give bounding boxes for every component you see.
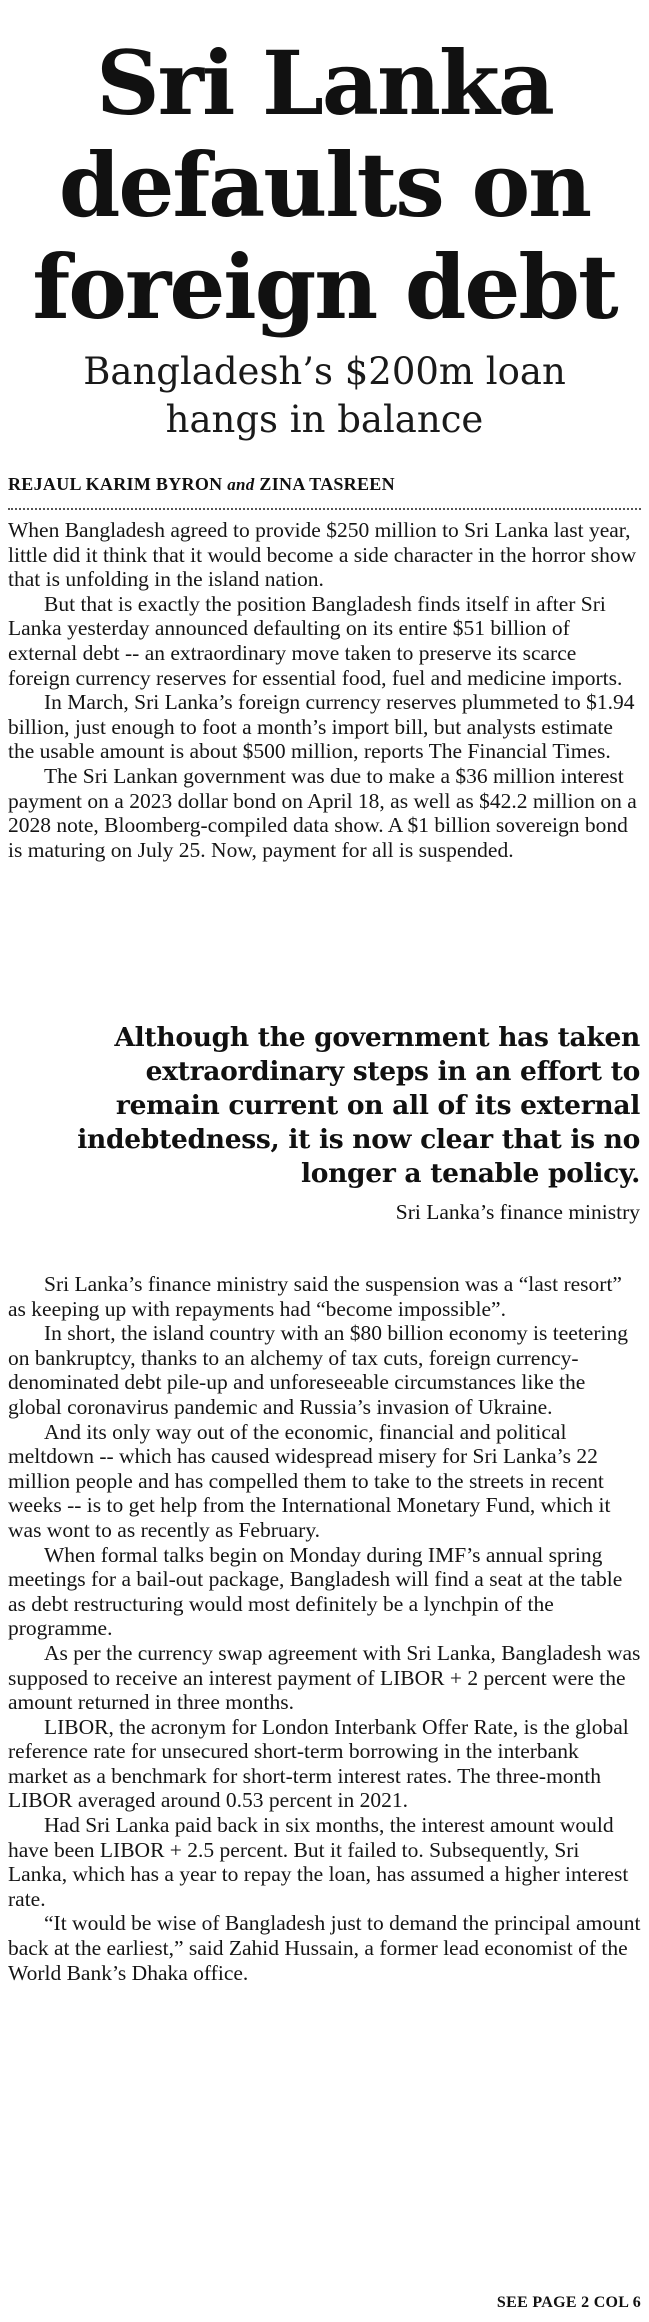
pull-quote-line: Although the government has taken — [114, 1022, 640, 1053]
pull-quote — [40, 1021, 640, 1191]
article-paragraph: But that is exactly the position Bangladesh finds itself in after Sri Lanka yesterday announced defaulting on its entire $51 billion of external debt -- an extraordinary move taken to preserve its scarce foreign currency reserves for essential food, fuel and medicine imports. — [8, 591, 623, 690]
jump-line: SEE PAGE 2 COL 6 — [496, 2294, 641, 2311]
pull-quote-attribution: Sri Lanka’s finance ministry — [395, 1200, 640, 1224]
dotted-divider — [8, 508, 641, 510]
article-paragraph: And its only way out of the economic, financial and political meltdown -- which has caused widespread misery for Sri Lanka’s 22 million people and has compelled them to take to the streets in recent weeks -- is to get help from the International Monetary Fund, which it was wont to as recently as February. — [8, 1419, 611, 1542]
article-paragraph: The Sri Lankan government was due to make a $36 million interest payment on a 2023 dollar bond on April 18, as well as $42.2 million on a 2028 note, Bloomberg-compiled data show. A $1 billion sovereign bond is maturing on July 25. Now, payment for all is suspended. — [8, 763, 637, 862]
headline — [0, 32, 649, 338]
article-paragraph: When Bangladesh agreed to provide $250 million to Sri Lanka last year, little did it think that it would become a side character in the horror show that is unfolding in the island nation. — [8, 518, 637, 592]
article-paragraph: “It would be wise of Bangladesh just to demand the principal amount back at the earliest,” said Zahid Hussain, a former lead economist of the World Bank’s Dhaka office. — [8, 1911, 641, 1985]
article-body-top — [8, 518, 642, 862]
byline-author: REJAUL KARIM BYRON — [8, 474, 223, 494]
article-paragraph: LIBOR, the acronym for London Interbank Offer Rate, is the global reference rate for unsecured short-term borrowing in the interbank market as a benchmark for short-term interest rates. The three-month LIBOR averaged around 0.53 percent in 2021. — [8, 1714, 629, 1813]
subheadline-line: Bangladesh’s $200m loan — [83, 350, 566, 393]
article-paragraph: When formal talks begin on Monday during IMF’s annual spring meetings for a bail-out package, Bangladesh will find a seat at the table as debt restructuring would most definitely be a lynchpin of the programme. — [8, 1542, 623, 1641]
pull-quote-line: indebtedness, it is now clear that is no — [77, 1124, 640, 1155]
headline-line: foreign debt — [32, 235, 617, 339]
article-body-bottom — [8, 1272, 642, 1985]
article-paragraph: As per the currency swap agreement with Sri Lanka, Bangladesh was supposed to receive an interest payment of LIBOR + 2 percent were the amount returned in three months. — [8, 1640, 641, 1715]
headline-line: defaults on — [58, 133, 591, 237]
article-paragraph: In March, Sri Lanka’s foreign currency reserves plummeted to $1.94 billion, just enough to foot a month’s import bill, but analysts estimate the usable amount is about $500 million, reports The Financial Times. — [8, 690, 635, 764]
byline-connector: and — [227, 475, 255, 494]
article-paragraph: In short, the island country with an $80 billion economy is teetering on bankruptcy, thanks to an alchemy of tax cuts, foreign currency-denominated debt pile-up and unforeseeable circumstances like the global coronavirus pandemic and Russia’s invasion of Ukraine. — [8, 1321, 628, 1419]
byline — [8, 474, 638, 495]
byline-author: ZINA TASREEN — [259, 474, 395, 494]
article-paragraph: Sri Lanka’s finance ministry said the suspension was a “last resort” as keeping up with repayments had “become impossible”. — [8, 1272, 622, 1321]
article-paragraph: Had Sri Lanka paid back in six months, the interest amount would have been LIBOR + 2.5 percent. But it failed to. Subsequently, Sri Lanka, which has a year to repay the loan, has assumed a higher interest rate. — [8, 1813, 629, 1911]
subheadline-line: hangs in balance — [165, 398, 484, 441]
subheadline — [0, 348, 649, 444]
headline-line: Sri Lanka — [96, 31, 553, 135]
pull-quote-line: remain current on all of its external — [115, 1090, 640, 1121]
pull-quote-line: extraordinary steps in an effort to — [145, 1056, 640, 1087]
pull-quote-line: longer a tenable policy. — [300, 1158, 640, 1189]
